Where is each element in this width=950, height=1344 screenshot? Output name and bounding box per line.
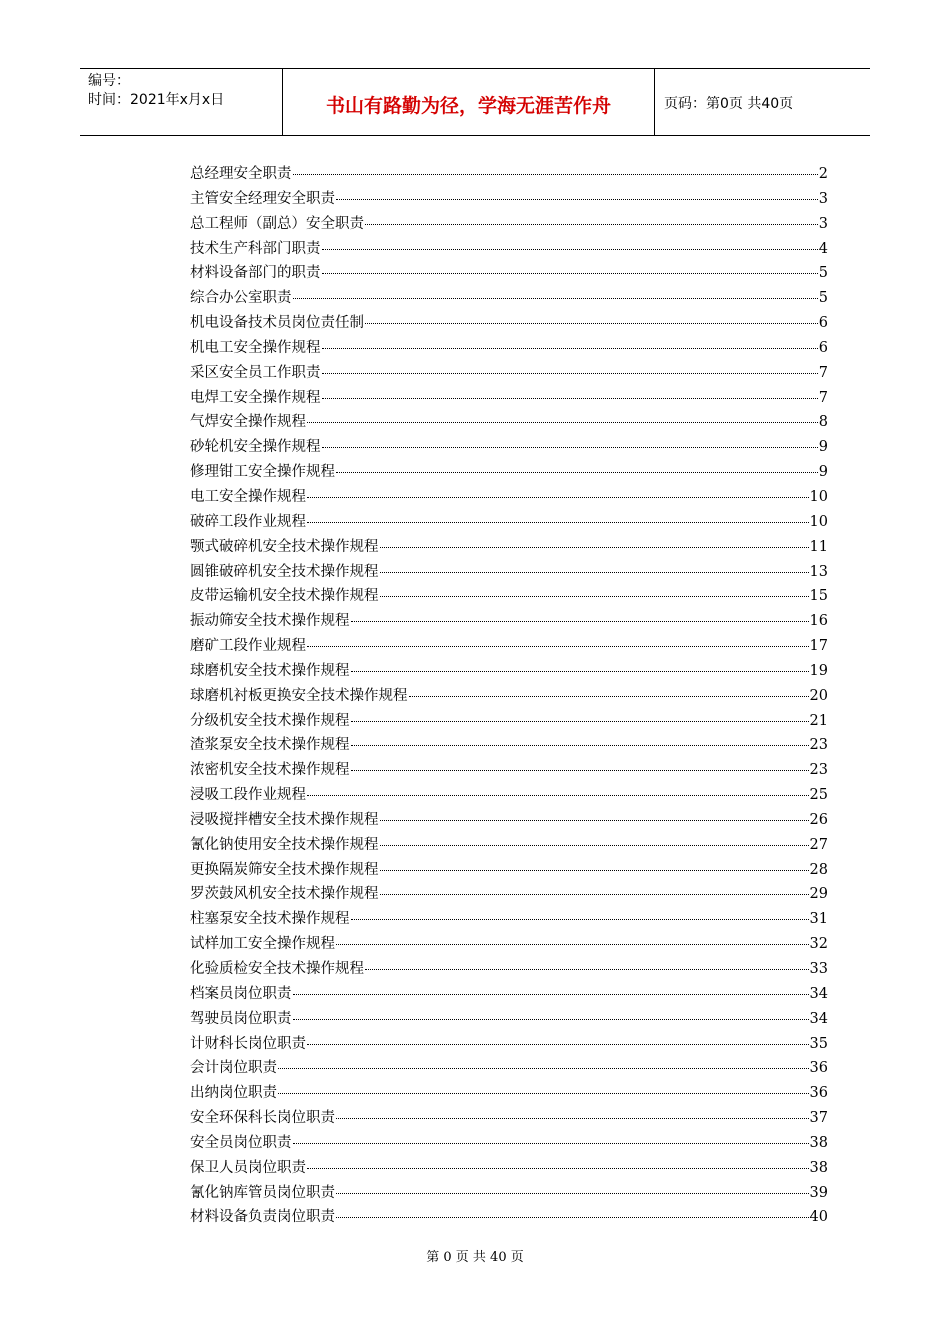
toc-entry[interactable] xyxy=(190,1205,828,1230)
toc-entry-page: 11 xyxy=(809,538,828,555)
toc-entry[interactable] xyxy=(190,1156,828,1181)
toc-entry-title: 电工安全操作规程 xyxy=(190,488,306,505)
page-footer: 第 0 页 共 40 页 xyxy=(426,1250,524,1265)
toc-entry-page: 2 xyxy=(818,166,828,182)
toc-dot-leader xyxy=(322,273,818,274)
toc-entry-title: 驾驶员岗位职责 xyxy=(190,1010,292,1027)
toc-entry[interactable] xyxy=(190,212,828,237)
toc-entry-title: 材料设备部门的职责 xyxy=(190,265,321,282)
toc-entry-page: 6 xyxy=(818,315,828,332)
toc-dot-leader xyxy=(351,919,809,920)
toc-entry-page: 20 xyxy=(809,687,828,704)
toc-entry-title: 总经理安全职责 xyxy=(190,166,292,182)
toc-entry[interactable] xyxy=(190,1007,828,1032)
toc-entry-title: 更换隔炭筛安全技术操作规程 xyxy=(190,861,379,878)
toc-entry-title: 颚式破碎机安全技术操作规程 xyxy=(190,538,379,555)
header-motto: 书山有路勤为径，学海无涯苦作舟 xyxy=(283,69,655,135)
toc-entry[interactable] xyxy=(190,907,828,932)
toc-dot-leader xyxy=(293,994,809,995)
toc-entry[interactable] xyxy=(190,187,828,212)
toc-dot-leader xyxy=(278,1093,809,1094)
toc-dot-leader xyxy=(351,770,809,771)
toc-entry-page: 26 xyxy=(809,811,828,828)
toc-dot-leader xyxy=(351,745,809,746)
toc-entry-page: 27 xyxy=(809,836,828,853)
toc-entry[interactable] xyxy=(190,361,828,386)
toc-entry-title: 保卫人员岗位职责 xyxy=(190,1159,306,1176)
toc-entry-page: 23 xyxy=(809,737,828,754)
toc-entry-title: 分级机安全技术操作规程 xyxy=(190,712,350,729)
toc-dot-leader xyxy=(336,472,818,473)
toc-entry-title: 球磨机安全技术操作规程 xyxy=(190,662,350,679)
toc-entry[interactable] xyxy=(190,386,828,411)
toc-dot-leader xyxy=(380,820,809,821)
toc-dot-leader xyxy=(293,1143,809,1144)
toc-entry-page: 29 xyxy=(809,886,828,903)
toc-entry[interactable] xyxy=(190,485,828,510)
toc-entry-page: 5 xyxy=(818,290,828,307)
toc-entry-page: 36 xyxy=(809,1085,828,1102)
toc-dot-leader xyxy=(380,572,809,573)
toc-entry[interactable] xyxy=(190,932,828,957)
toc-entry-title: 气焊安全操作规程 xyxy=(190,414,306,431)
header-meta xyxy=(80,69,283,135)
toc-entry-title: 圆锥破碎机安全技术操作规程 xyxy=(190,563,379,580)
toc-entry-page: 7 xyxy=(818,389,828,406)
toc-entry-title: 综合办公室职责 xyxy=(190,290,292,307)
toc-entry[interactable] xyxy=(190,758,828,783)
toc-dot-leader xyxy=(351,721,809,722)
toc-entry-page: 38 xyxy=(809,1159,828,1176)
toc-entry-title: 修理钳工安全操作规程 xyxy=(190,464,335,481)
toc-entry-title: 浓密机安全技术操作规程 xyxy=(190,762,350,779)
toc-entry[interactable] xyxy=(190,1131,828,1156)
toc-entry[interactable] xyxy=(190,584,828,609)
toc-dot-leader xyxy=(307,422,818,423)
toc-entry[interactable] xyxy=(190,882,828,907)
toc-dot-leader xyxy=(336,1118,809,1119)
toc-dot-leader xyxy=(365,323,818,324)
toc-dot-leader xyxy=(336,199,818,200)
toc-entry-page: 34 xyxy=(809,985,828,1002)
toc-dot-leader xyxy=(380,845,809,846)
toc-entry[interactable] xyxy=(190,1181,828,1206)
toc-entry-title: 球磨机衬板更换安全技术操作规程 xyxy=(190,687,408,704)
toc-entry-title: 浸吸工段作业规程 xyxy=(190,787,306,804)
toc-entry-page: 6 xyxy=(818,339,828,356)
toc-entry[interactable] xyxy=(190,858,828,883)
page-header xyxy=(80,68,870,136)
toc-entry[interactable] xyxy=(190,286,828,311)
toc-entry-title: 出纳岗位职责 xyxy=(190,1085,277,1102)
toc-entry-page: 3 xyxy=(818,215,828,232)
toc-entry-title: 主管安全经理安全职责 xyxy=(190,190,335,207)
toc-entry-page: 10 xyxy=(809,488,828,505)
toc-entry-page: 13 xyxy=(809,563,828,580)
toc-entry-title: 试样加工安全操作规程 xyxy=(190,936,335,953)
toc-dot-leader xyxy=(409,696,809,697)
toc-entry-title: 皮带运输机安全技术操作规程 xyxy=(190,588,379,605)
toc-entry[interactable] xyxy=(190,1056,828,1081)
toc-dot-leader xyxy=(322,447,818,448)
toc-entry-title: 破碎工段作业规程 xyxy=(190,513,306,530)
toc-dot-leader xyxy=(322,373,818,374)
toc-entry-title: 振动筛安全技术操作规程 xyxy=(190,613,350,630)
toc-entry-title: 浸吸搅拌槽安全技术操作规程 xyxy=(190,811,379,828)
toc-entry[interactable] xyxy=(190,560,828,585)
toc-entry-title: 电焊工安全操作规程 xyxy=(190,389,321,406)
toc-entry-page: 5 xyxy=(818,265,828,282)
toc-entry[interactable] xyxy=(190,336,828,361)
toc-entry-title: 会计岗位职责 xyxy=(190,1060,277,1077)
toc-dot-leader xyxy=(380,596,809,597)
toc-dot-leader xyxy=(380,894,809,895)
toc-entry[interactable] xyxy=(190,510,828,535)
toc-entry-title: 总工程师（副总）安全职责 xyxy=(190,215,364,232)
toc-entry-title: 采区安全员工作职责 xyxy=(190,364,321,381)
toc-entry[interactable] xyxy=(190,311,828,336)
toc-entry-page: 40 xyxy=(809,1209,828,1226)
toc-entry-title: 罗茨鼓风机安全技术操作规程 xyxy=(190,886,379,903)
header-page-info: 页码：第0页 共40页 xyxy=(664,96,794,112)
toc-dot-leader xyxy=(307,646,809,647)
toc-entry[interactable] xyxy=(190,1106,828,1131)
toc-entry[interactable] xyxy=(190,1032,828,1057)
toc-entry[interactable] xyxy=(190,162,828,187)
table-of-contents xyxy=(190,162,828,1230)
toc-entry-page: 32 xyxy=(809,936,828,953)
toc-entry[interactable] xyxy=(190,833,828,858)
toc-entry-title: 安全环保科长岗位职责 xyxy=(190,1110,335,1127)
toc-dot-leader xyxy=(278,1068,809,1069)
toc-dot-leader xyxy=(351,671,809,672)
toc-dot-leader xyxy=(365,224,818,225)
toc-entry-page: 15 xyxy=(809,588,828,605)
toc-entry-page: 35 xyxy=(809,1035,828,1052)
toc-entry-title: 机电工安全操作规程 xyxy=(190,339,321,356)
toc-entry-title: 氰化钠库管员岗位职责 xyxy=(190,1184,335,1201)
toc-entry-page: 9 xyxy=(818,439,828,456)
toc-entry[interactable] xyxy=(190,684,828,709)
toc-entry-page: 25 xyxy=(809,787,828,804)
toc-entry-page: 8 xyxy=(818,414,828,431)
toc-entry-page: 36 xyxy=(809,1060,828,1077)
toc-entry-page: 34 xyxy=(809,1010,828,1027)
toc-entry[interactable] xyxy=(190,733,828,758)
toc-entry[interactable] xyxy=(190,982,828,1007)
toc-dot-leader xyxy=(336,1193,809,1194)
toc-entry-page: 16 xyxy=(809,613,828,630)
toc-dot-leader xyxy=(307,795,809,796)
toc-entry-page: 19 xyxy=(809,662,828,679)
toc-entry-page: 21 xyxy=(809,712,828,729)
toc-entry-title: 计财科长岗位职责 xyxy=(190,1035,306,1052)
toc-dot-leader xyxy=(380,547,809,548)
toc-entry-title: 材料设备负责岗位职责 xyxy=(190,1209,335,1226)
toc-entry[interactable] xyxy=(190,237,828,262)
header-number-label: 编号： xyxy=(88,73,130,89)
toc-dot-leader xyxy=(365,969,809,970)
toc-entry-title: 机电设备技术员岗位责任制 xyxy=(190,315,364,332)
toc-entry-page: 33 xyxy=(809,961,828,977)
toc-entry-page: 37 xyxy=(809,1110,828,1127)
toc-entry[interactable] xyxy=(190,261,828,286)
toc-entry-title: 档案员岗位职责 xyxy=(190,985,292,1002)
toc-entry[interactable] xyxy=(190,957,828,982)
toc-entry-page: 9 xyxy=(818,464,828,481)
toc-dot-leader xyxy=(322,398,818,399)
toc-dot-leader xyxy=(293,1019,809,1020)
toc-entry-title: 柱塞泵安全技术操作规程 xyxy=(190,911,350,928)
toc-dot-leader xyxy=(336,944,809,945)
toc-entry[interactable] xyxy=(190,535,828,560)
toc-entry-page: 3 xyxy=(818,190,828,207)
toc-entry-title: 磨矿工段作业规程 xyxy=(190,638,306,655)
toc-dot-leader xyxy=(351,621,809,622)
toc-entry[interactable] xyxy=(190,435,828,460)
toc-entry-page: 7 xyxy=(818,364,828,381)
toc-entry-title: 氰化钠使用安全技术操作规程 xyxy=(190,836,379,853)
toc-entry-title: 渣浆泵安全技术操作规程 xyxy=(190,737,350,754)
toc-dot-leader xyxy=(380,870,809,871)
toc-dot-leader xyxy=(307,1168,809,1169)
toc-entry-page: 17 xyxy=(809,638,828,655)
toc-entry-page: 31 xyxy=(809,911,828,928)
toc-entry-page: 4 xyxy=(818,240,828,257)
toc-entry-page: 28 xyxy=(809,861,828,878)
toc-entry[interactable] xyxy=(190,410,828,435)
toc-entry[interactable] xyxy=(190,634,828,659)
toc-dot-leader xyxy=(336,1217,809,1218)
toc-entry[interactable] xyxy=(190,659,828,684)
toc-entry-title: 砂轮机安全操作规程 xyxy=(190,439,321,456)
toc-entry[interactable] xyxy=(190,609,828,634)
toc-entry[interactable] xyxy=(190,460,828,485)
toc-entry[interactable] xyxy=(190,808,828,833)
toc-entry-page: 39 xyxy=(809,1184,828,1201)
toc-entry[interactable] xyxy=(190,783,828,808)
toc-entry-title: 技术生产科部门职责 xyxy=(190,240,321,257)
toc-dot-leader xyxy=(293,174,818,175)
toc-entry-page: 23 xyxy=(809,762,828,779)
toc-dot-leader xyxy=(307,522,809,523)
header-date: 时间：2021年x月x日 xyxy=(88,92,225,108)
toc-entry[interactable] xyxy=(190,709,828,734)
toc-entry-title: 化验质检安全技术操作规程 xyxy=(190,961,364,977)
toc-entry[interactable] xyxy=(190,1081,828,1106)
toc-entry-title: 安全员岗位职责 xyxy=(190,1134,292,1151)
toc-dot-leader xyxy=(322,249,818,250)
toc-dot-leader xyxy=(307,497,809,498)
toc-dot-leader xyxy=(307,1044,809,1045)
toc-entry-page: 38 xyxy=(809,1134,828,1151)
toc-dot-leader xyxy=(293,298,818,299)
toc-entry-page: 10 xyxy=(809,513,828,530)
toc-dot-leader xyxy=(322,348,818,349)
